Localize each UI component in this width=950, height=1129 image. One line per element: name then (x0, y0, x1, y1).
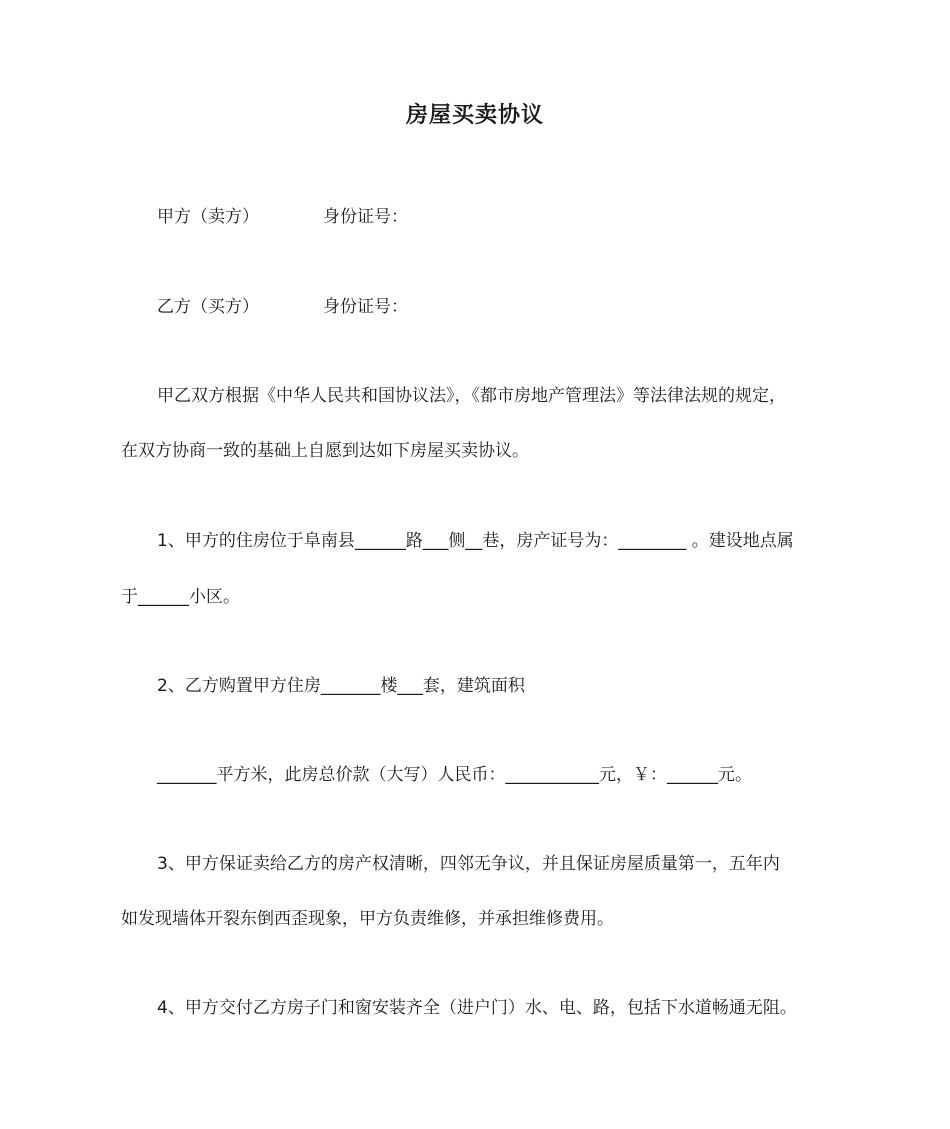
party-a-label: 甲方（卖方） (157, 207, 259, 227)
party-b-id-label: 身份证号： (323, 297, 408, 317)
party-a-id-label: 身份证号： (323, 207, 408, 227)
clause-1-line-2: 于______小区。 (121, 587, 240, 607)
document-title: 房屋买卖协议 (405, 103, 544, 128)
clause-4-line-1: 4、甲方交付乙方房子门和窗安装齐全（进户门）水、电、路，包括下水道畅通无阻。 (157, 998, 797, 1018)
clause-3-line-2: 如发现墙体开裂东倒西歪现象，甲方负责维修，并承担维修费用。 (121, 909, 614, 929)
clause-2-line-2: _______平方米，此房总价款（大写）人民币：___________元，￥：______元。 (157, 765, 752, 785)
clause-1-line-1: 1、甲方的住房位于阜南县______路___侧__巷，房产证号为：________ 。建设地点属 (157, 531, 794, 551)
clause-3-line-1: 3、甲方保证卖给乙方的房产权清晰，四邻无争议，并且保证房屋质量第一，五年内 (157, 854, 780, 874)
intro-line-1: 甲乙双方根据《中华人民共和国协议法》，《都市房地产管理法》等法律法规的规定， (157, 386, 786, 406)
party-b-label: 乙方（买方） (157, 297, 259, 317)
intro-line-2: 在双方协商一致的基础上自愿到达如下房屋买卖协议。 (121, 441, 529, 461)
clause-2-line-1: 2、乙方购置甲方住房_______楼___套，建筑面积 (157, 676, 525, 696)
